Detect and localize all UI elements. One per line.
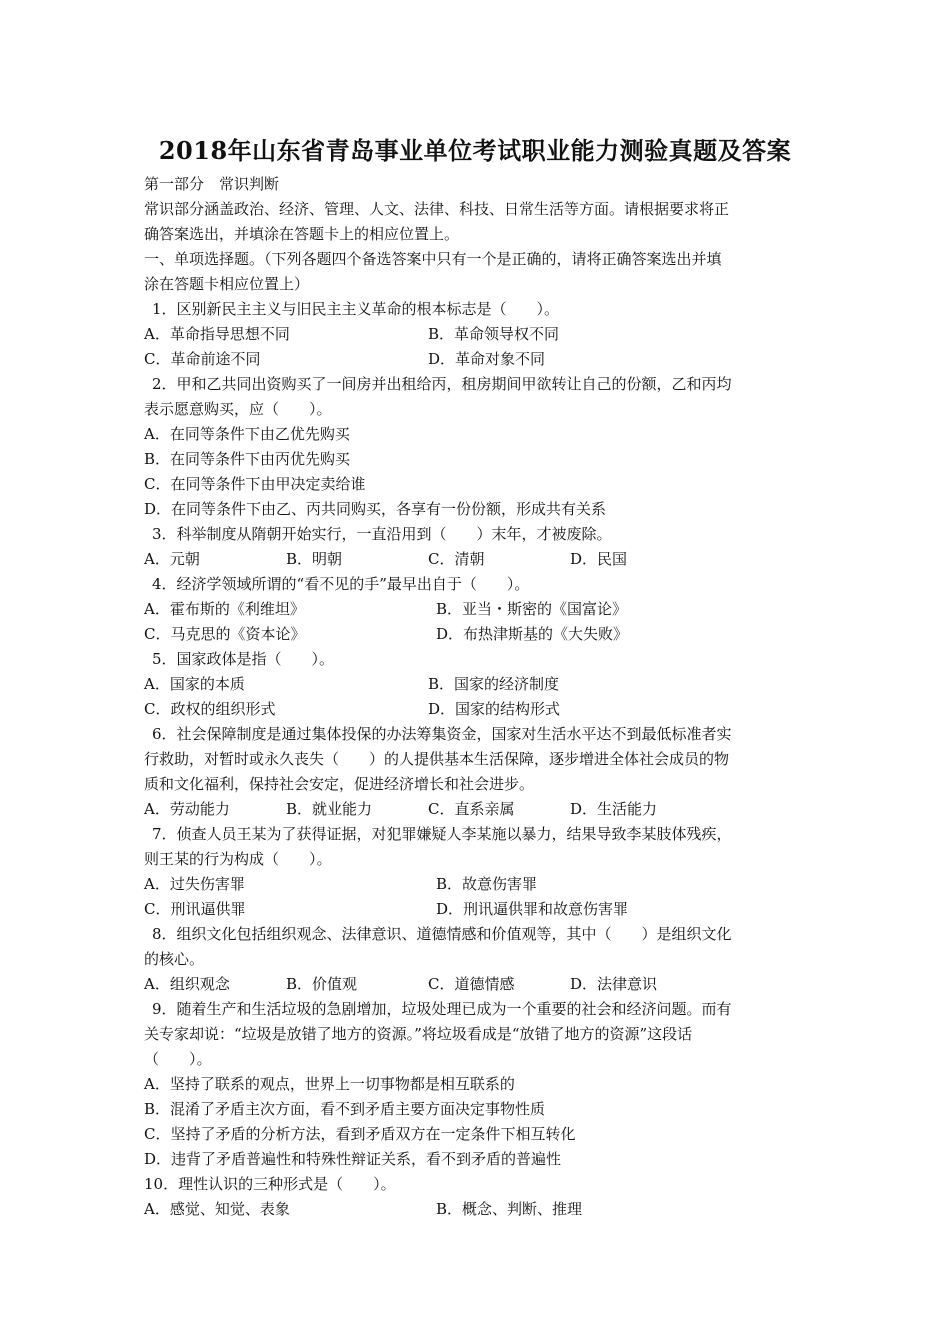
document-body xyxy=(144,172,804,1222)
option-a: A．感觉、知觉、表象 xyxy=(144,1200,290,1218)
option-c: C．刑讯逼供罪 xyxy=(144,900,246,918)
option-a: A．国家的本质 xyxy=(144,675,245,693)
option-b: B．明朝 xyxy=(286,550,343,568)
option-row xyxy=(144,697,804,722)
option-d: D．违背了矛盾普遍性和特殊性辩证关系，看不到矛盾的普遍性 xyxy=(144,1150,562,1168)
option-c: C．清朝 xyxy=(428,550,485,568)
option-row xyxy=(144,972,804,997)
option-c: C．政权的组织形式 xyxy=(144,700,276,718)
option-c: C．马克思的《资本论》 xyxy=(144,625,306,643)
option-c: C．革命前途不同 xyxy=(144,350,261,368)
option-d: D．法律意识 xyxy=(570,975,658,993)
question-stem: 5．国家政体是指（ ）。 xyxy=(152,650,335,668)
question-stem: 9．随着生产和生活垃圾的急剧增加，垃圾处理已成为一个重要的社会和经济问题。而有 xyxy=(152,1000,732,1018)
option-b: B．故意伤害罪 xyxy=(436,875,538,893)
question-stem: 关专家却说：“垃圾是放错了地方的资源。”将垃圾看成是“放错了地方的资源”这段话 xyxy=(144,1025,693,1043)
option-a: A．革命指导思想不同 xyxy=(144,325,290,343)
question-stem: 质和文化福利，保持社会安定，促进经济增长和社会进步。 xyxy=(144,775,535,793)
option-b: B．概念、判断、推理 xyxy=(436,1200,583,1218)
question-stem: 3．科举制度从隋朝开始实行，一直沿用到（ ）末年，才被废除。 xyxy=(152,525,612,543)
page-title: 2018年山东省青岛事业单位考试职业能力测验真题及答案 xyxy=(158,136,792,165)
question-stem: 的核心。 xyxy=(144,950,205,968)
option-b: B．在同等条件下由丙优先购买 xyxy=(144,450,351,468)
option-b: B．混淆了矛盾主次方面，看不到矛盾主要方面决定事物性质 xyxy=(144,1100,546,1118)
option-row xyxy=(144,547,804,572)
option-d: D．革命对象不同 xyxy=(428,350,546,368)
option-d: D．在同等条件下由乙、丙共同购买，各享有一份份额，形成共有关系 xyxy=(144,500,607,518)
option-c: C．道德情感 xyxy=(428,975,515,993)
option-b: B．国家的经济制度 xyxy=(428,675,560,693)
question-stem: 8．组织文化包括组织观念、法律意识、道德情感和价值观等，其中（ ）是组织文化 xyxy=(152,925,732,943)
option-b: B．就业能力 xyxy=(286,800,373,818)
option-c: C．坚持了矛盾的分析方法，看到矛盾双方在一定条件下相互转化 xyxy=(144,1125,576,1143)
option-row xyxy=(144,597,804,622)
option-a: A．元朝 xyxy=(144,550,200,568)
option-a: A．过失伤害罪 xyxy=(144,875,245,893)
option-row xyxy=(144,672,804,697)
question-stem: 则王某的行为构成（ ）。 xyxy=(144,850,332,868)
intro-line-2: 确答案选出，并填涂在答题卡上的相应位置上。 xyxy=(144,225,460,243)
question-stem: 表示愿意购买，应（ ）。 xyxy=(144,400,332,418)
option-row xyxy=(144,872,804,897)
option-a: A．劳动能力 xyxy=(144,800,230,818)
question-stem: 7．侦查人员王某为了获得证据，对犯罪嫌疑人李某施以暴力，结果导致李某肢体残疾， xyxy=(152,825,732,843)
option-d: D．布热津斯基的《大失败》 xyxy=(436,625,629,643)
question-stem: 4．经济学领域所谓的“看不见的手”最早出自于（ ）。 xyxy=(152,575,530,593)
option-a: A．坚持了联系的观点，世界上一切事物都是相互联系的 xyxy=(144,1075,515,1093)
option-row xyxy=(144,1197,804,1222)
option-d: D．民国 xyxy=(570,550,628,568)
question-stem: 行救助，对暂时或永久丧失（ ）的人提供基本生活保障，逐步增进全体社会成员的物 xyxy=(144,750,730,768)
option-row xyxy=(144,622,804,647)
intro-line-1: 常识部分涵盖政治、经济、管理、人文、法律、科技、日常生活等方面。请根据要求将正 xyxy=(144,200,730,218)
question-stem: 6．社会保障制度是通过集体投保的办法筹集资金，国家对生活水平达不到最低标准者实 xyxy=(152,725,732,743)
option-row xyxy=(144,897,804,922)
option-b: B．价值观 xyxy=(286,975,358,993)
option-a: A．在同等条件下由乙优先购买 xyxy=(144,425,350,443)
section-heading: 第一部分 常识判断 xyxy=(144,175,280,193)
option-d: D．生活能力 xyxy=(570,800,658,818)
option-d: D．国家的结构形式 xyxy=(428,700,561,718)
option-d: D．刑讯逼供罪和故意伤害罪 xyxy=(436,900,629,918)
option-b: B．亚当・斯密的《国富论》 xyxy=(436,600,628,618)
question-stem: 2．甲和乙共同出资购买了一间房并出租给丙，租房期间甲欲转让自己的份额，乙和丙均 xyxy=(152,375,732,393)
option-c: C．在同等条件下由甲决定卖给谁 xyxy=(144,475,366,493)
option-a: A．组织观念 xyxy=(144,975,230,993)
question-stem: 1．区别新民主主义与旧民主主义革命的根本标志是（ ）。 xyxy=(152,300,560,318)
question-stem: （ ）。 xyxy=(144,1050,212,1068)
part-heading-line-2: 涂在答题卡相应位置上） xyxy=(144,275,310,293)
option-a: A．霍布斯的《利维坦》 xyxy=(144,600,305,618)
option-c: C．直系亲属 xyxy=(428,800,515,818)
option-row xyxy=(144,347,804,372)
part-heading-line-1: 一、单项选择题。（下列各题四个备选答案中只有一个是正确的，请将正确答案选出并填 xyxy=(144,250,722,268)
option-row xyxy=(144,797,804,822)
option-row xyxy=(144,322,804,347)
option-b: B．革命领导权不同 xyxy=(428,325,560,343)
question-stem: 10．理性认识的三种形式是（ ）。 xyxy=(144,1175,396,1193)
